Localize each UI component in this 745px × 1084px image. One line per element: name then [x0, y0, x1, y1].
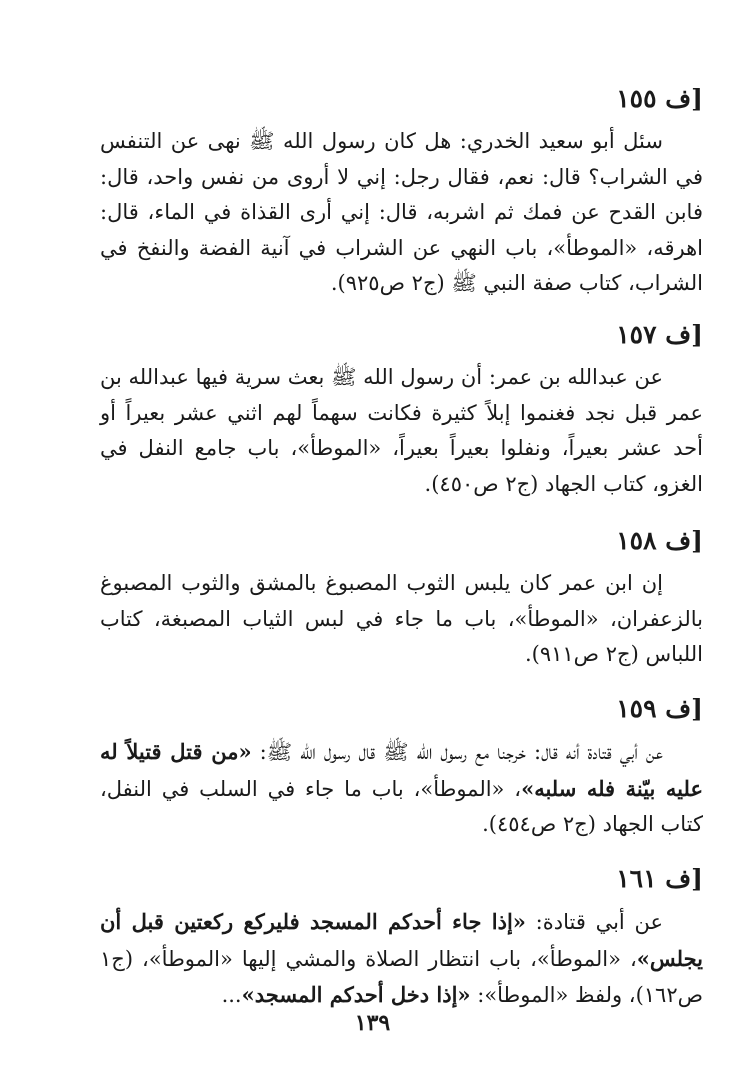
entry-heading: [ف ١٥٧: [616, 320, 703, 349]
page-number: ١٣٩: [354, 1010, 391, 1036]
hadith-quote-variant: «إذا دخل أحدكم المسجد»: [241, 982, 471, 1007]
entry-text: [100, 904, 703, 1014]
entry-159: [100, 694, 703, 843]
entry-heading: [ف ١٥٩: [616, 694, 703, 723]
entry-body-ellipsis: ...: [221, 983, 242, 1007]
entry-text: [100, 566, 703, 673]
entry-body-source: ، «الموطأ»، باب انتظار الصلاة والمشي إليها «الموطأ»، (ج١ ص١٦٢)، ولفظ «الموطأ»:: [100, 946, 703, 1007]
entry-text: [100, 360, 703, 502]
entry-body: إن ابن عمر كان يلبس الثوب المصبوغ بالمشق والثوب المصبوغ بالزعفران، «الموطأ»، باب ما جاء في لبس الثياب المصبغة، كتاب اللباس (ج٢ ص٩١١).: [100, 571, 703, 666]
entry-158: [100, 526, 703, 673]
entry-text: [100, 124, 703, 302]
entry-body-source: ، «الموطأ»، باب ما جاء في السلب في النفل، كتاب الجهاد (ج٢ ص٤٥٤).: [100, 776, 703, 836]
hadith-quote: «من قتل قتيلاً له عليه بيّنة فله سلبه»: [100, 739, 703, 801]
hadith-quote: «إذا جاء أحدكم المسجد فليركع ركعتين قبل أن يجلس»: [100, 909, 703, 971]
entry-161: [100, 864, 703, 1014]
entry-heading: [ف ١٦١: [616, 864, 703, 893]
entry-heading: [ف ١٥٨: [616, 526, 703, 555]
entry-text: [100, 734, 703, 843]
entry-body: سئل أبو سعيد الخدري: هل كان رسول الله ﷺ نهى عن التنفس في الشراب؟ قال: نعم، فقال رجل: إني لا أروى من نفس واحد، قال: فابن القدح عن فمك ثم اشربه، قال: إني أرى القذاة في الماء، قال: اهرقه، «الموطأ»، باب النهي عن الشراب في آنية الفضة والنفخ في الشراب، كتاب صفة النبي ﷺ (ج٢ ص٩٢٥).: [100, 129, 703, 295]
entry-157: [100, 320, 703, 502]
entry-body: عن عبدالله بن عمر: أن رسول الله ﷺ بعث سرية فيها عبدالله بن عمر قبل نجد فغنموا إبلاً كثيرة فكانت سهماً لهم اثني عشر بعيراً أو أحد عشر بعيراً، ونفلوا بعيراً بعيراً، «الموطأ»، باب جامع النفل في الغزو، كتاب الجهاد (ج٢ ص٤٥٠).: [100, 365, 703, 496]
entry-155: [100, 84, 703, 302]
entry-body-intro: عن أبي قتادة:: [525, 910, 663, 934]
entry-heading: [ف ١٥٥: [616, 84, 703, 113]
entry-body-intro: عن أبي قتادة أنه قال: خرجنا مع رسول الله ﷺ قال رسول الله ﷺ:: [251, 740, 663, 764]
